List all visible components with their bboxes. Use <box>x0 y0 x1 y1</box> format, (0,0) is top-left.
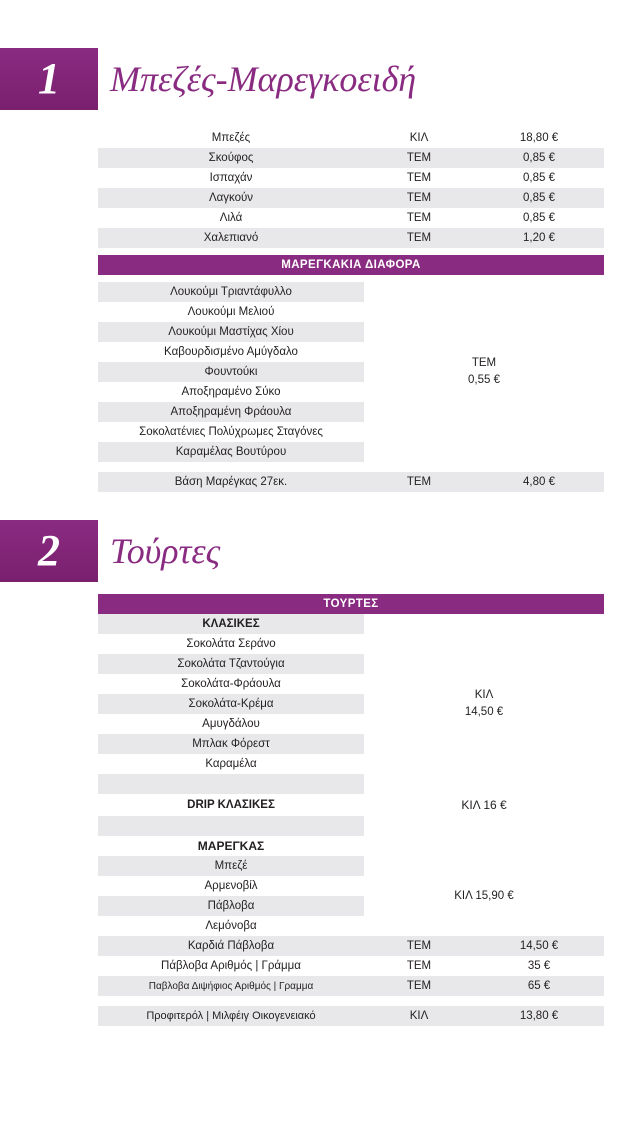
table-row <box>98 976 604 996</box>
item-price: 65 € <box>527 980 551 992</box>
item-name: Προφιτερόλ | Μιλφέιγ Οικογενειακό <box>146 1010 316 1022</box>
table-row <box>98 472 604 492</box>
subsection-heading: ΚΛΑΣΙΚΕΣ <box>98 614 364 634</box>
table-row <box>98 774 604 794</box>
drip-price: ΚΙΛ 16 € <box>364 794 604 816</box>
item-name: Καβουρδισμένο Αμύγδαλο <box>98 342 364 362</box>
item-unit: ΤΕΜ <box>406 172 432 184</box>
item-name: Λουκούμι Τριαντάφυλλο <box>98 282 364 302</box>
item-price: 0,85 € <box>523 152 555 164</box>
item-price: 13,80 € <box>519 1010 559 1022</box>
item-unit: ΤΕΜ <box>406 960 432 972</box>
drip-label: DRIP ΚΛΑΣΙΚΕΣ <box>98 794 364 816</box>
subhead-row <box>98 614 604 634</box>
table-row <box>98 208 604 228</box>
empty-cell <box>364 816 604 836</box>
band-row <box>98 255 604 275</box>
item-name: Καραμέλας Βουτύρου <box>98 442 364 462</box>
table-row <box>98 816 604 836</box>
item-price: 14,50 € <box>519 940 559 952</box>
table-row <box>98 128 604 148</box>
item-name: Πάβλοβα <box>98 896 364 916</box>
item-price: 0,85 € <box>523 192 555 204</box>
section-number-2: 2 <box>0 520 98 582</box>
item-name: Μπλακ Φόρεστ <box>98 734 364 754</box>
table-row <box>98 148 604 168</box>
item-name: Χαλεπιανό <box>203 232 259 244</box>
group-price: 14,50 € <box>464 706 504 718</box>
subsection-heading: ΜΑΡΕΓΚΑΣ <box>98 836 364 856</box>
spacer-row <box>98 248 604 255</box>
item-unit: ΤΕΜ <box>406 232 432 244</box>
empty-cell <box>364 774 604 794</box>
table-row <box>98 794 604 816</box>
empty-cell <box>364 614 604 634</box>
group-unit-price <box>364 282 604 462</box>
spacer-row <box>98 275 604 282</box>
table-row <box>98 188 604 208</box>
item-name: Καρδιά Πάβλοβα <box>187 940 275 952</box>
item-name: Βάση Μαρέγκας 27εκ. <box>174 476 288 488</box>
item-price: 0,85 € <box>523 212 555 224</box>
section-title-2: Τούρτες <box>110 531 221 571</box>
item-unit: ΤΕΜ <box>406 152 432 164</box>
item-unit: ΚΙΛ <box>409 132 429 144</box>
table-row <box>98 634 604 654</box>
item-price: 35 € <box>527 960 551 972</box>
item-price: 4,80 € <box>523 476 555 488</box>
empty-cell <box>98 816 364 836</box>
item-unit: ΤΕΜ <box>406 940 432 952</box>
group-price: ΚΙΛ 15,90 € <box>454 889 514 902</box>
item-name: Πάβλοβα Αριθμός | Γράμμα <box>161 960 301 972</box>
spacer-row <box>98 996 604 1006</box>
group-unit: ΚΙΛ <box>474 689 494 702</box>
item-name: Λουκούμι Μελιού <box>98 302 364 322</box>
item-price: 18,80 € <box>519 132 559 144</box>
table-row <box>98 936 604 956</box>
table-row <box>98 168 604 188</box>
item-name: Σκούφος <box>208 152 254 164</box>
item-name: Σοκολατένιες Πολύχρωμες Σταγόνες <box>98 422 364 442</box>
item-unit: ΤΕΜ <box>406 476 432 488</box>
item-unit: ΚΙΛ <box>409 1010 429 1022</box>
item-name: Λιλά <box>219 212 243 224</box>
item-unit: ΤΕΜ <box>406 212 432 224</box>
item-name: Μπεζέ <box>98 856 364 876</box>
item-price: 0,85 € <box>523 172 555 184</box>
item-name: Σοκολάτα-Κρέμα <box>98 694 364 714</box>
table-row <box>98 1006 604 1026</box>
group-unit: ΤΕΜ <box>471 357 497 370</box>
section-number-1: 1 <box>0 48 98 110</box>
group-unit-price <box>364 634 604 774</box>
group-price: 0,55 € <box>468 374 500 386</box>
item-name: Λαγκούν <box>208 192 254 204</box>
item-unit: ΤΕΜ <box>406 192 432 204</box>
item-name: Παβλοβα Διψήφιος Αριθμός | Γραμμα <box>148 980 314 992</box>
empty-cell <box>98 774 364 794</box>
item-name: Λεμόνοβα <box>98 916 364 936</box>
item-name: Ισπαχάν <box>209 172 253 184</box>
item-name: Φουντούκι <box>98 362 364 382</box>
table-row <box>98 228 604 248</box>
empty-cell <box>364 836 604 856</box>
section-2-table <box>98 594 604 1026</box>
spacer-row <box>98 462 604 472</box>
subhead-row <box>98 836 604 856</box>
item-name: Μπεζές <box>211 132 251 144</box>
item-name: Καραμέλα <box>98 754 364 774</box>
item-name: Σοκολάτα Σεράνο <box>98 634 364 654</box>
item-name: Αμυγδάλου <box>98 714 364 734</box>
table-row <box>98 282 604 302</box>
band-label: ΤΟΥΡΤΕΣ <box>98 594 604 614</box>
table-row <box>98 856 604 876</box>
table-row <box>98 956 604 976</box>
section-1-table <box>98 128 604 492</box>
item-name: Λουκούμι Μαστίχας Χίου <box>98 322 364 342</box>
section-title-1: Μπεζές-Μαρεγκοειδή <box>110 59 417 99</box>
item-name: Σοκολάτα Τζαντούγια <box>98 654 364 674</box>
band-row <box>98 594 604 614</box>
item-unit: ΤΕΜ <box>406 980 432 992</box>
item-name: Αποξηραμένο Σύκο <box>98 382 364 402</box>
item-name: Αρμενοβίλ <box>98 876 364 896</box>
item-name: Σοκολάτα-Φράουλα <box>98 674 364 694</box>
item-name: Αποξηραμένη Φράουλα <box>98 402 364 422</box>
band-label: ΜΑΡΕΓΚΑΚΙΑ ΔΙΑΦΟΡΑ <box>98 255 604 275</box>
item-price: 1,20 € <box>523 232 555 244</box>
